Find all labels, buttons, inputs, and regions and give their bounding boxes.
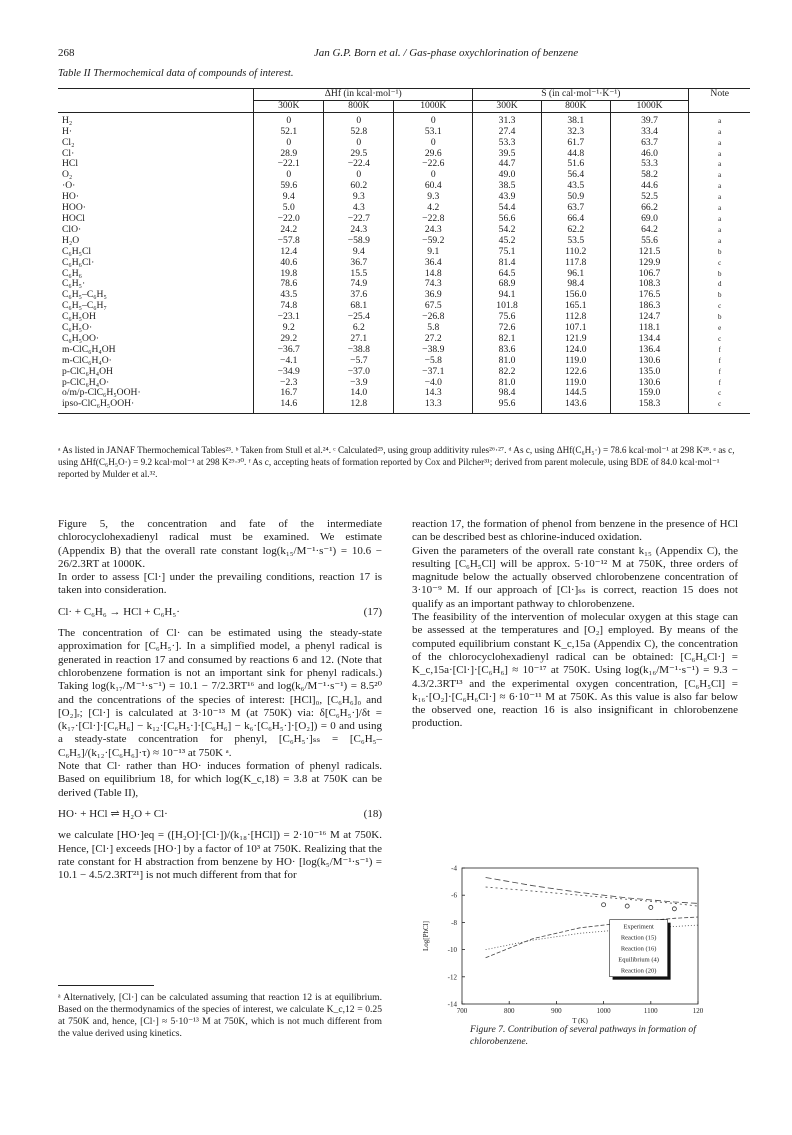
value-cell: 29.6 (394, 149, 473, 160)
x-tick-label: 1100 (643, 1007, 658, 1015)
value-cell: 9.3 (394, 192, 473, 203)
page-footnote: ᵃ Alternatively, [Cl·] can be calculated assuming that reaction 12 is at equilibrium. Based on the thermodynamics of the species of interest, we calculate K_c,12 = 0.25 at 750K and, hence, [Cl·] ≈ 5·10⁻¹³ M at 750K, which is not much different from the value derived using kinetics. (58, 992, 382, 1039)
value-cell: 29.5 (324, 149, 394, 160)
value-cell: 0 (254, 112, 324, 126)
equation-number: (17) (363, 605, 382, 618)
value-cell: 78.6 (254, 279, 324, 290)
compound-name: H· (62, 125, 73, 137)
value-cell: 186.3 (610, 301, 689, 312)
table-row (58, 399, 750, 413)
value-cell: 63.7 (610, 138, 689, 149)
value-cell: 36.9 (394, 290, 473, 301)
value-cell: 64.2 (610, 225, 689, 236)
value-cell: 81.4 (473, 258, 542, 269)
subheader: 300K (473, 100, 542, 112)
value-cell: 9.4 (254, 192, 324, 203)
value-cell: 45.2 (473, 236, 542, 247)
value-cell: 0 (324, 170, 394, 181)
paragraph: Given the parameters of the overall rate constant k₁₅ (Appendix C), the resulting [C₆H₅Cl] will be approx. 5·10⁻¹² M at 750K, three orders of magnitude below the actually observed chlorobenzene concentration of 3·10⁻⁹ M. If our approach of [Cl·]ₛₛ is correct, reaction 15 does not qualify as an important pathway to chlorobenzene. (412, 544, 738, 610)
value-cell: 156.0 (541, 290, 610, 301)
value-cell: 106.7 (610, 269, 689, 280)
value-cell: 176.5 (610, 290, 689, 301)
data-point-experiment (602, 903, 606, 907)
compound-name: HOO· (62, 202, 86, 214)
y-axis-label: Log[PhCl] (422, 921, 430, 951)
x-tick-label: 900 (551, 1007, 562, 1015)
value-cell: 82.1 (473, 334, 542, 345)
value-cell: 95.6 (473, 399, 542, 413)
value-cell: 68.9 (473, 279, 542, 290)
table-corner-2 (58, 100, 254, 112)
compound-name: C₆H₅Cl (62, 245, 92, 257)
note-subheader (689, 100, 750, 112)
right-column (412, 518, 738, 731)
note-cell: c (689, 258, 750, 269)
legend-entry: Experiment (623, 923, 654, 931)
legend-entry: Reaction (15) (620, 934, 657, 942)
compound-name: HCl (62, 158, 78, 170)
note-cell: a (689, 138, 750, 149)
note-cell: a (689, 203, 750, 214)
value-cell: 9.1 (394, 247, 473, 258)
value-cell: 44.7 (473, 159, 542, 170)
value-cell: −38.9 (394, 345, 473, 356)
compound-name: C₆H₅OO· (62, 332, 100, 344)
value-cell: 14.3 (394, 388, 473, 399)
compound-name: m-ClC₆H₄O· (62, 354, 112, 366)
value-cell: −4.0 (394, 378, 473, 389)
value-cell: −37.1 (394, 367, 473, 378)
value-cell: 112.8 (541, 312, 610, 323)
value-cell: 130.6 (610, 356, 689, 367)
value-cell: 38.1 (541, 112, 610, 126)
table-row (58, 112, 750, 126)
value-cell: 52.5 (610, 192, 689, 203)
note-cell: f (689, 367, 750, 378)
value-cell: 46.0 (610, 149, 689, 160)
value-cell: 94.1 (473, 290, 542, 301)
value-cell: 6.2 (324, 323, 394, 334)
note-cell: c (689, 388, 750, 399)
value-cell: 36.4 (394, 258, 473, 269)
value-cell: 14.6 (254, 399, 324, 413)
data-point-experiment (625, 904, 629, 908)
series-line (486, 878, 698, 904)
value-cell: 143.6 (541, 399, 610, 413)
compound-name: ipso-ClC₆H₅OOH· (62, 398, 135, 410)
value-cell: 108.3 (610, 279, 689, 290)
value-cell: 75.6 (473, 312, 542, 323)
note-cell: b (689, 247, 750, 258)
data-point-experiment (649, 905, 653, 909)
thermochemical-table (58, 88, 750, 414)
data-point-experiment (672, 907, 676, 911)
value-cell: −5.8 (394, 356, 473, 367)
value-cell: 37.6 (324, 290, 394, 301)
compound-name: HOCl (62, 212, 85, 224)
legend-entry: Equilibrium (4) (618, 956, 659, 964)
value-cell: 27.2 (394, 334, 473, 345)
compound-name: C₆H₅O· (62, 322, 93, 334)
value-cell: 121.5 (610, 247, 689, 258)
note-cell: e (689, 323, 750, 334)
value-cell: 0 (394, 112, 473, 126)
subheader: 300K (254, 100, 324, 112)
table-footnote: ᵃ As listed in JANAF Thermochemical Tables²³. ᵇ Taken from Stull et al.²⁴. ᶜ Calculated²⁵, using group additivity rules²⁶·²⁷. ᵈ As c, using ΔHf(C₆H₅·) = 78.6 kcal·mol⁻¹ at 298 K²⁸. ᵉ as c, using ΔHf(C₆H₅O·) = 9.2 kcal·mol⁻¹ at 298 K²⁹·³⁰. ᶠ As c, accepting heats of formation reported by Cox and Pilcher³¹; derived from parent molecule, using BDE of 84.0 kcal·mol⁻¹ reported by Mulder et al.³². (58, 445, 735, 479)
note-cell: c (689, 334, 750, 345)
value-cell: 15.5 (324, 269, 394, 280)
x-tick-label: 800 (503, 1007, 515, 1015)
value-cell: 39.5 (473, 149, 542, 160)
value-cell: 43.9 (473, 192, 542, 203)
value-cell: 44.8 (541, 149, 610, 160)
value-cell: 0 (394, 138, 473, 149)
value-cell: 74.9 (324, 279, 394, 290)
value-cell: 82.2 (473, 367, 542, 378)
page-number: 268 (58, 47, 75, 59)
value-cell: 144.5 (541, 388, 610, 399)
value-cell: 24.2 (254, 225, 324, 236)
value-cell: 55.6 (610, 236, 689, 247)
value-cell: 5.0 (254, 203, 324, 214)
value-cell: 60.4 (394, 181, 473, 192)
equation-18 (58, 808, 382, 821)
paragraph: The concentration of Cl· can be estimated using the steady-state approximation for [C₆H₅·]. In a simplified model, a phenyl radical is generated in reaction 17 and consumed by reactions 6 and 12. (Note that chlorobenzene formation is not an important sink for phenyl radicals.) Taking log(k₁₇/M⁻¹·s⁻¹) = 10.1 − 7/2.3RT¹⁶ and log(k₆/M⁻¹·s⁻¹) = 8.5²⁰ and the concentrations of the species of interest: [HCl]₀, [C₆H₆]₀ and [O₂]ᵣ; [Cl·] is calculated at 3·10⁻¹³ M (at 750K) via: δ[C₆H₅·]/δt = (k₁₇·[Cl·]·[C₆H₆] − k₁₂·[C₆H₅·]·[C₆H₆] − k₆·[C₆H₅·]·[O₂]) = 0 and using a steady-state concentration for phenyl, [C₆H₅·]ₛₛ = [C₆H₅–C₆H₅]/(k₁₂·[C₆H₆]·τ) ≈ 10⁻¹³ at 750K ᵃ. (58, 627, 382, 759)
value-cell: −23.1 (254, 312, 324, 323)
value-cell: 68.1 (324, 301, 394, 312)
paragraph: reaction 17, the formation of phenol from benzene in the presence of HCl can be described best as chlorine-induced oxidation. (412, 518, 738, 544)
value-cell: 96.1 (541, 269, 610, 280)
value-cell: −4.1 (254, 356, 324, 367)
compound-name: HO· (62, 191, 80, 203)
value-cell: 66.4 (541, 214, 610, 225)
value-cell: 33.4 (610, 127, 689, 138)
note-header: Note (689, 89, 750, 101)
value-cell: 66.2 (610, 203, 689, 214)
y-tick-label: -14 (447, 1000, 457, 1009)
value-cell: 59.6 (254, 181, 324, 192)
compound-name: Cl· (62, 147, 75, 159)
table-row (58, 127, 750, 138)
value-cell: 119.0 (541, 378, 610, 389)
value-cell: 28.9 (254, 149, 324, 160)
compound-name: p-ClC₆H₄OH (62, 365, 113, 377)
table-row (58, 138, 750, 149)
value-cell: 14.8 (394, 269, 473, 280)
value-cell: 31.3 (473, 112, 542, 126)
note-cell: a (689, 159, 750, 170)
value-cell: 122.6 (541, 367, 610, 378)
value-cell: 40.6 (254, 258, 324, 269)
value-cell: 49.0 (473, 170, 542, 181)
note-cell: b (689, 290, 750, 301)
value-cell: 27.4 (473, 127, 542, 138)
left-column (58, 518, 382, 882)
value-cell: 118.1 (610, 323, 689, 334)
value-cell: 0 (324, 138, 394, 149)
x-axis-label: T (K) (572, 1017, 588, 1024)
value-cell: 24.3 (394, 225, 473, 236)
note-cell: b (689, 312, 750, 323)
value-cell: 67.5 (394, 301, 473, 312)
value-cell: −22.8 (394, 214, 473, 225)
value-cell: 38.5 (473, 181, 542, 192)
legend-entry: Reaction (16) (620, 945, 657, 953)
note-cell: a (689, 214, 750, 225)
table-body (58, 112, 750, 413)
note-cell: c (689, 301, 750, 312)
value-cell: 0 (324, 112, 394, 126)
figure-7-chart (412, 862, 712, 1024)
value-cell: −22.1 (254, 159, 324, 170)
group-header-s: S (in cal·mol⁻¹·K⁻¹) (473, 89, 689, 101)
value-cell: 74.8 (254, 301, 324, 312)
table-corner (58, 89, 254, 101)
compound-name: C₆H₅–C₆H₅ (62, 289, 107, 301)
value-cell: 53.1 (394, 127, 473, 138)
x-tick-label: 1000 (596, 1007, 611, 1015)
value-cell: −34.9 (254, 367, 324, 378)
value-cell: 56.4 (541, 170, 610, 181)
value-cell: 56.6 (473, 214, 542, 225)
value-cell: 98.4 (541, 279, 610, 290)
footnote-rule (58, 985, 154, 986)
value-cell: 54.2 (473, 225, 542, 236)
value-cell: −58.9 (324, 236, 394, 247)
value-cell: 50.9 (541, 192, 610, 203)
value-cell: 51.6 (541, 159, 610, 170)
note-cell: a (689, 127, 750, 138)
figure-caption: Figure 7. Contribution of several pathways in formation of chlorobenzene. (470, 1024, 696, 1047)
value-cell: 27.1 (324, 334, 394, 345)
value-cell: 52.1 (254, 127, 324, 138)
value-cell: 0 (394, 170, 473, 181)
value-cell: 119.0 (541, 356, 610, 367)
compound-name: o/m/p-ClC₆H₅OOH· (62, 387, 141, 399)
value-cell: 4.2 (394, 203, 473, 214)
series-line (486, 887, 698, 906)
paragraph: Note that Cl· rather than HO· induces formation of phenyl radicals. Based on equilibrium 18, for which log(K_c,18) = 3.8 at 750K can be derived (Table II), (58, 760, 382, 799)
table-row (58, 258, 750, 269)
value-cell: 29.2 (254, 334, 324, 345)
value-cell: −22.4 (324, 159, 394, 170)
compound-name: ·O· (62, 180, 76, 192)
table-caption: Table II Thermochemical data of compounds of interest. (58, 68, 294, 79)
subheader: 800K (541, 100, 610, 112)
table-row (58, 247, 750, 258)
value-cell: 63.7 (541, 203, 610, 214)
value-cell: 36.7 (324, 258, 394, 269)
value-cell: 54.4 (473, 203, 542, 214)
value-cell: 158.3 (610, 399, 689, 413)
group-header-dh: ΔHf (in kcal·mol⁻¹) (254, 89, 473, 101)
value-cell: 74.3 (394, 279, 473, 290)
value-cell: 124.0 (541, 345, 610, 356)
value-cell: 72.6 (473, 323, 542, 334)
value-cell: −57.8 (254, 236, 324, 247)
value-cell: 53.3 (473, 138, 542, 149)
value-cell: −22.6 (394, 159, 473, 170)
value-cell: 98.4 (473, 388, 542, 399)
compound-name: m-ClC₆H₄OH (62, 343, 116, 355)
y-tick-label: -10 (447, 946, 457, 955)
subheader: 1000K (394, 100, 473, 112)
value-cell: 9.4 (324, 247, 394, 258)
value-cell: 44.6 (610, 181, 689, 192)
value-cell: 43.5 (254, 290, 324, 301)
value-cell: 14.0 (324, 388, 394, 399)
value-cell: 129.9 (610, 258, 689, 269)
value-cell: 53.5 (541, 236, 610, 247)
subheader: 1000K (610, 100, 689, 112)
running-title: Jan G.P. Born et al. / Gas-phase oxychlorination of benzene (313, 47, 579, 59)
value-cell: 16.7 (254, 388, 324, 399)
note-cell: a (689, 225, 750, 236)
note-cell: c (689, 399, 750, 413)
value-cell: 12.8 (324, 399, 394, 413)
compound-name: Cl₂ (62, 136, 75, 148)
value-cell: 12.4 (254, 247, 324, 258)
value-cell: 64.5 (473, 269, 542, 280)
value-cell: 110.2 (541, 247, 610, 258)
value-cell: 19.8 (254, 269, 324, 280)
value-cell: −25.4 (324, 312, 394, 323)
value-cell: 159.0 (610, 388, 689, 399)
value-cell: −22.0 (254, 214, 324, 225)
value-cell: 69.0 (610, 214, 689, 225)
note-cell: b (689, 269, 750, 280)
compound-name: C₆H₅· (62, 278, 86, 290)
note-cell: a (689, 236, 750, 247)
value-cell: 62.2 (541, 225, 610, 236)
value-cell: 60.2 (324, 181, 394, 192)
value-cell: 4.3 (324, 203, 394, 214)
compound-name: C₆H₆Cl· (62, 256, 95, 268)
value-cell: 134.4 (610, 334, 689, 345)
value-cell: −5.7 (324, 356, 394, 367)
equation-text: HO· + HCl ⇌ H₂O + Cl· (58, 807, 168, 820)
value-cell: 81.0 (473, 356, 542, 367)
value-cell: 0 (254, 138, 324, 149)
value-cell: 136.4 (610, 345, 689, 356)
y-tick-label: -12 (447, 973, 457, 982)
value-cell: 83.6 (473, 345, 542, 356)
value-cell: −3.9 (324, 378, 394, 389)
value-cell: 43.5 (541, 181, 610, 192)
value-cell: 124.7 (610, 312, 689, 323)
value-cell: 0 (254, 170, 324, 181)
value-cell: 121.9 (541, 334, 610, 345)
value-cell: −2.3 (254, 378, 324, 389)
value-cell: 24.3 (324, 225, 394, 236)
value-cell: 13.3 (394, 399, 473, 413)
y-tick-label: -6 (451, 891, 457, 900)
paragraph: In order to assess [Cl·] under the prevailing conditions, reaction 17 is taken into consideration. (58, 571, 382, 597)
value-cell: 101.8 (473, 301, 542, 312)
note-cell: a (689, 181, 750, 192)
value-cell: 75.1 (473, 247, 542, 258)
y-tick-label: -8 (451, 918, 457, 927)
note-cell: a (689, 112, 750, 126)
value-cell: −22.7 (324, 214, 394, 225)
compound-name: H₂ (62, 114, 73, 126)
value-cell: 32.3 (541, 127, 610, 138)
value-cell: 130.6 (610, 378, 689, 389)
value-cell: 9.2 (254, 323, 324, 334)
note-cell: d (689, 279, 750, 290)
value-cell: 53.3 (610, 159, 689, 170)
value-cell: −59.2 (394, 236, 473, 247)
value-cell: 165.1 (541, 301, 610, 312)
value-cell: 117.8 (541, 258, 610, 269)
value-cell: 5.8 (394, 323, 473, 334)
paragraph: Figure 5, the concentration and fate of the intermediate chlorocyclohexadienyl radical must be examined. We estimate (Appendix B) that the overall rate constant log(k₁₅/M⁻¹·s⁻¹) = 10.6 − 26/2.3RT at 1000K. (58, 518, 382, 570)
equation-text: Cl· + C₆H₆ → HCl + C₆H₅· (58, 605, 180, 618)
value-cell: 107.1 (541, 323, 610, 334)
legend-entry: Reaction (20) (620, 967, 657, 975)
note-cell: a (689, 149, 750, 160)
compound-name: O₂ (62, 169, 73, 181)
note-cell: f (689, 345, 750, 356)
compound-name: C₆H₆ (62, 267, 83, 279)
paragraph: we calculate [HO·]eq = ([H₂O]·[Cl·])/(k₁₈·[HCl]) = 2·10⁻¹⁶ M at 750K. Hence, [Cl·] exceeds [HO·] by a factor of 10³ at 750K. Realizing that the rate constant for H abstraction from benzene by HO· [log(k₅/M⁻¹·s⁻¹) = 10.1 − 4.5/2.3RT²¹] is not much different from that for (58, 829, 382, 882)
note-cell: a (689, 170, 750, 181)
paragraph: The feasibility of the intervention of molecular oxygen at this stage can be assessed at the temperatures and [O₂] employed. By means of the computed equilibrium constant K_c,15a (Appendix C), the concentration of the chlorocyclohexadienyl radical can be obtained: [C₆H₆Cl·] = K_c,15a·[Cl·]·[C₆H₆] ≈ 10⁻¹⁷ at 750K. Using log(k₁₆/M⁻¹·s⁻¹) = 9.3 − 4.3/2.3RT¹³ and the experimental oxygen concentration, [C₆H₅Cl] = k₁₆·[O₂]·[C₆H₆Cl·] ≈ 6·10⁻¹¹ M at 750K. As this value is also far below the observed one, reaction 16 is also insignificant in chlorobenzene production. (412, 611, 738, 730)
value-cell: 58.2 (610, 170, 689, 181)
value-cell: 81.0 (473, 378, 542, 389)
compound-name: H₂O (62, 234, 80, 246)
value-cell: −26.8 (394, 312, 473, 323)
compound-name: ClO· (62, 223, 82, 235)
value-cell: −36.7 (254, 345, 324, 356)
value-cell: 9.3 (324, 192, 394, 203)
value-cell: 135.0 (610, 367, 689, 378)
table-row (58, 367, 750, 378)
x-tick-label: 120 (692, 1007, 704, 1015)
value-cell: 52.8 (324, 127, 394, 138)
note-cell: f (689, 378, 750, 389)
compound-name: C₆H₅OH (62, 311, 96, 323)
equation-17 (58, 606, 382, 619)
compound-name: p-ClC₆H₄O· (62, 376, 110, 388)
subheader: 800K (324, 100, 394, 112)
value-cell: 39.7 (610, 112, 689, 126)
compound-name: C₆H₅–C₆H₇ (62, 300, 107, 312)
y-tick-label: -4 (451, 864, 457, 873)
value-cell: −37.0 (324, 367, 394, 378)
value-cell: −38.8 (324, 345, 394, 356)
note-cell: a (689, 192, 750, 203)
equation-number: (18) (363, 807, 382, 820)
note-cell: f (689, 356, 750, 367)
value-cell: 61.7 (541, 138, 610, 149)
x-tick-label: 700 (456, 1007, 468, 1015)
